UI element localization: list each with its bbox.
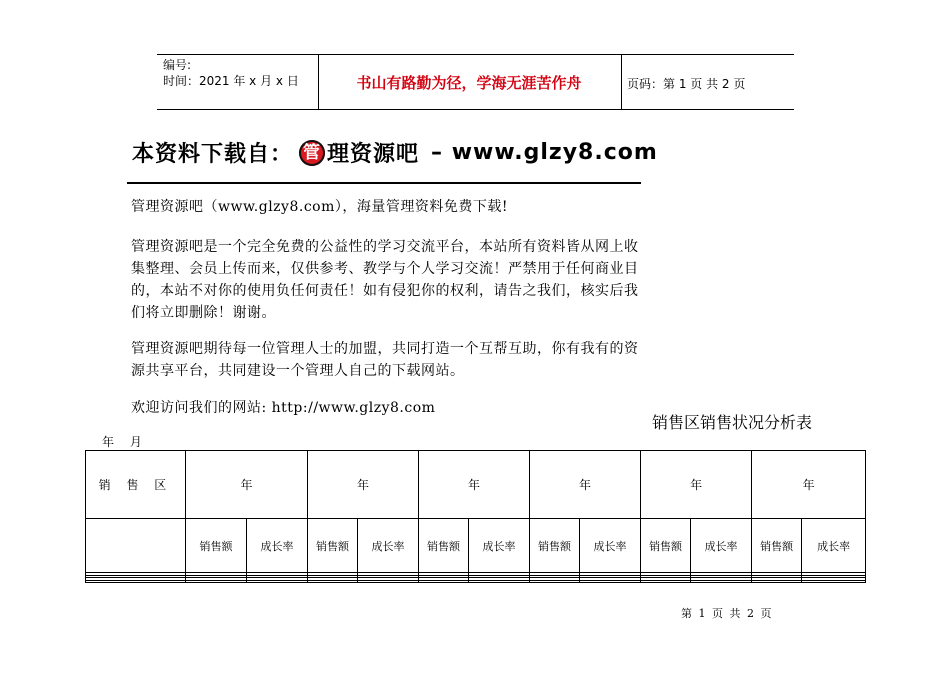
year-header: 年 xyxy=(308,451,419,519)
data-cell[interactable] xyxy=(358,580,419,582)
data-cell[interactable] xyxy=(802,580,866,582)
growth-rate-header: 成长率 xyxy=(580,519,641,573)
year-header: 年 xyxy=(752,451,866,519)
table-body xyxy=(86,573,866,583)
time-label: 时间：2021 年 x 月 x 日 xyxy=(163,74,299,88)
banner-url: – www.glzy8.com xyxy=(431,140,658,165)
sales-analysis-table xyxy=(85,450,866,583)
data-cell[interactable] xyxy=(186,580,247,582)
document-header xyxy=(157,54,794,110)
data-cell[interactable] xyxy=(641,580,691,582)
data-cell[interactable] xyxy=(247,580,308,582)
growth-rate-header: 成长率 xyxy=(247,519,308,573)
data-cell[interactable] xyxy=(752,580,802,582)
data-cell[interactable] xyxy=(530,580,580,582)
year-header: 年 xyxy=(641,451,752,519)
year-header: 年 xyxy=(419,451,530,519)
year-header: 年 xyxy=(530,451,641,519)
header-divider xyxy=(621,55,622,109)
table-header-row xyxy=(86,451,866,519)
invite-paragraph: 管理资源吧期待每一位管理人士的加盟，共同打造一个互帮互助，你有我有的资源共享平台，共同建设一个管理人自己的下载网站。 xyxy=(131,341,639,379)
growth-rate-header: 成长率 xyxy=(469,519,530,573)
data-cell[interactable] xyxy=(469,580,530,582)
table-title: 销售区销售状况分析表 xyxy=(652,413,813,432)
download-banner xyxy=(132,137,658,168)
year-month-label: 年 月 xyxy=(102,435,142,449)
sales-amount-header: 销售额 xyxy=(186,519,247,573)
sales-amount-header: 销售额 xyxy=(308,519,358,573)
table-row xyxy=(86,580,866,582)
doc-number-label: 编号: xyxy=(163,58,192,72)
region-header: 销 售 区 xyxy=(86,451,186,519)
sales-amount-header: 销售额 xyxy=(752,519,802,573)
table-subheader-row xyxy=(86,519,866,573)
site-logo-icon: 管 xyxy=(299,140,325,166)
data-cell[interactable] xyxy=(419,580,469,582)
page-footer: 第 1 页 共 2 页 xyxy=(681,607,772,620)
sales-amount-header: 销售额 xyxy=(530,519,580,573)
growth-rate-header: 成长率 xyxy=(358,519,419,573)
banner-site-name: 理资源吧 xyxy=(327,142,420,167)
banner-divider xyxy=(127,182,641,184)
sales-amount-header: 销售额 xyxy=(641,519,691,573)
growth-rate-header: 成长率 xyxy=(802,519,866,573)
sales-amount-header: 销售额 xyxy=(419,519,469,573)
year-header: 年 xyxy=(186,451,308,519)
header-page-info: 页码：第 1 页 共 2 页 xyxy=(627,77,746,91)
banner-prefix: 本资料下载自： xyxy=(132,142,294,167)
header-motto: 书山有路勤为径，学海无涯苦作舟 xyxy=(356,74,582,92)
region-subheader-cell xyxy=(86,519,186,573)
header-meta xyxy=(163,57,299,89)
data-cell[interactable] xyxy=(308,580,358,582)
data-cell[interactable] xyxy=(580,580,641,582)
growth-rate-header: 成长率 xyxy=(691,519,752,573)
region-cell[interactable] xyxy=(86,580,186,582)
data-cell[interactable] xyxy=(691,580,752,582)
intro-paragraph: 管理资源吧（www.glzy8.com），海量管理资料免费下载! xyxy=(131,199,508,215)
website-paragraph: 欢迎访问我们的网站: http://www.glzy8.com xyxy=(131,400,436,416)
disclaimer-paragraph: 管理资源吧是一个完全免费的公益性的学习交流平台，本站所有资料皆从网上收集整理、会员上传而来，仅供参考、教学与个人学习交流！严禁用于任何商业目的，本站不对你的使用负任何责任！如有侵犯你的权利，请告之我们，核实后我们将立即删除！谢谢。 xyxy=(131,239,639,321)
